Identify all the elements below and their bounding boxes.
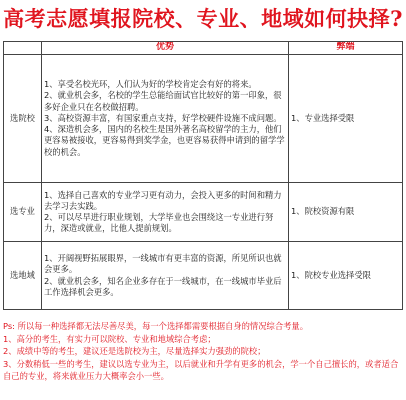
table-row-school — [4, 55, 403, 183]
header-category — [4, 42, 42, 55]
comparison-table — [3, 41, 403, 310]
header-pros: 优势 — [42, 42, 289, 55]
pros-item: 2、可以尽早进行职业规划，大学毕业也会围绕这一专业进行努力，深造或就业，比他人提前规划。 — [44, 212, 274, 234]
note-item: 3、分数稍低一些的考生，建议以选专业为主，以后就业和升学有更多的机会，学一个自己擅长的，或者适合自己的专业，将来就业压力大概率会小一些。 — [3, 358, 399, 382]
pros-item: 1、开阔视野拓展眼界，一线城市有更丰富的资源，所见所识也就会更多。 — [44, 253, 282, 275]
notes-section — [3, 320, 405, 383]
table-header-row — [4, 42, 403, 55]
table-row-region — [4, 242, 403, 310]
pros-item: 1、选择自己喜欢的专业学习更有动力，会投入更多的时间和精力去学习去实践。 — [44, 189, 282, 211]
pros-item: 2、就业机会多，知名企业多存在于一线城市，在一线城市毕业后工作选择机会更多。 — [44, 275, 282, 297]
row-cons-region: 1、院校专业选择受限 — [289, 242, 403, 310]
row-cons-school: 1、专业选择受限 — [289, 55, 403, 183]
row-pros-major — [42, 183, 289, 242]
header-cons: 弊端 — [289, 42, 403, 55]
row-pros-region — [42, 242, 289, 310]
page-title: 高考志愿填报院校、专业、地域如何抉择? — [3, 6, 403, 31]
row-cons-major: 1、院校资源有限 — [289, 183, 403, 242]
row-pros-school — [42, 55, 289, 183]
pros-item: 4、深造机会多，国内的名校生是国外著名高校留学的主力，他们更容易被接收，更容易得到奖学金，也更容易获得申请到的留学学校的机会。 — [44, 124, 285, 157]
pros-item: 2、就业机会多，名校的学生总能给面试官比较好的第一印象，很多好企业只在名校做招聘。 — [44, 90, 282, 112]
row-category-region: 选地域 — [4, 242, 42, 310]
row-category-major: 选专业 — [4, 183, 42, 242]
table-row-major — [4, 183, 403, 242]
note-item: 2、成绩中等的考生，建议还是选院校为主，尽量选择实力强劲的院校； — [3, 346, 266, 357]
note-item: 1、高分的考生，有实力可以院校、专业和地域综合考虑； — [3, 333, 216, 344]
ps-note: Ps: 所以每一种选择都无法尽善尽美，每一个选择都需要根据自身的情况综合考量。 — [3, 321, 309, 331]
pros-item: 3、高校资源丰富，有国家重点支持，好学校硬件设施不成问题。 — [44, 112, 282, 123]
pros-item: 1、享受名校光环，人们认为好的学校肯定会有好的将来。 — [44, 79, 257, 90]
row-category-school: 选院校 — [4, 55, 42, 183]
